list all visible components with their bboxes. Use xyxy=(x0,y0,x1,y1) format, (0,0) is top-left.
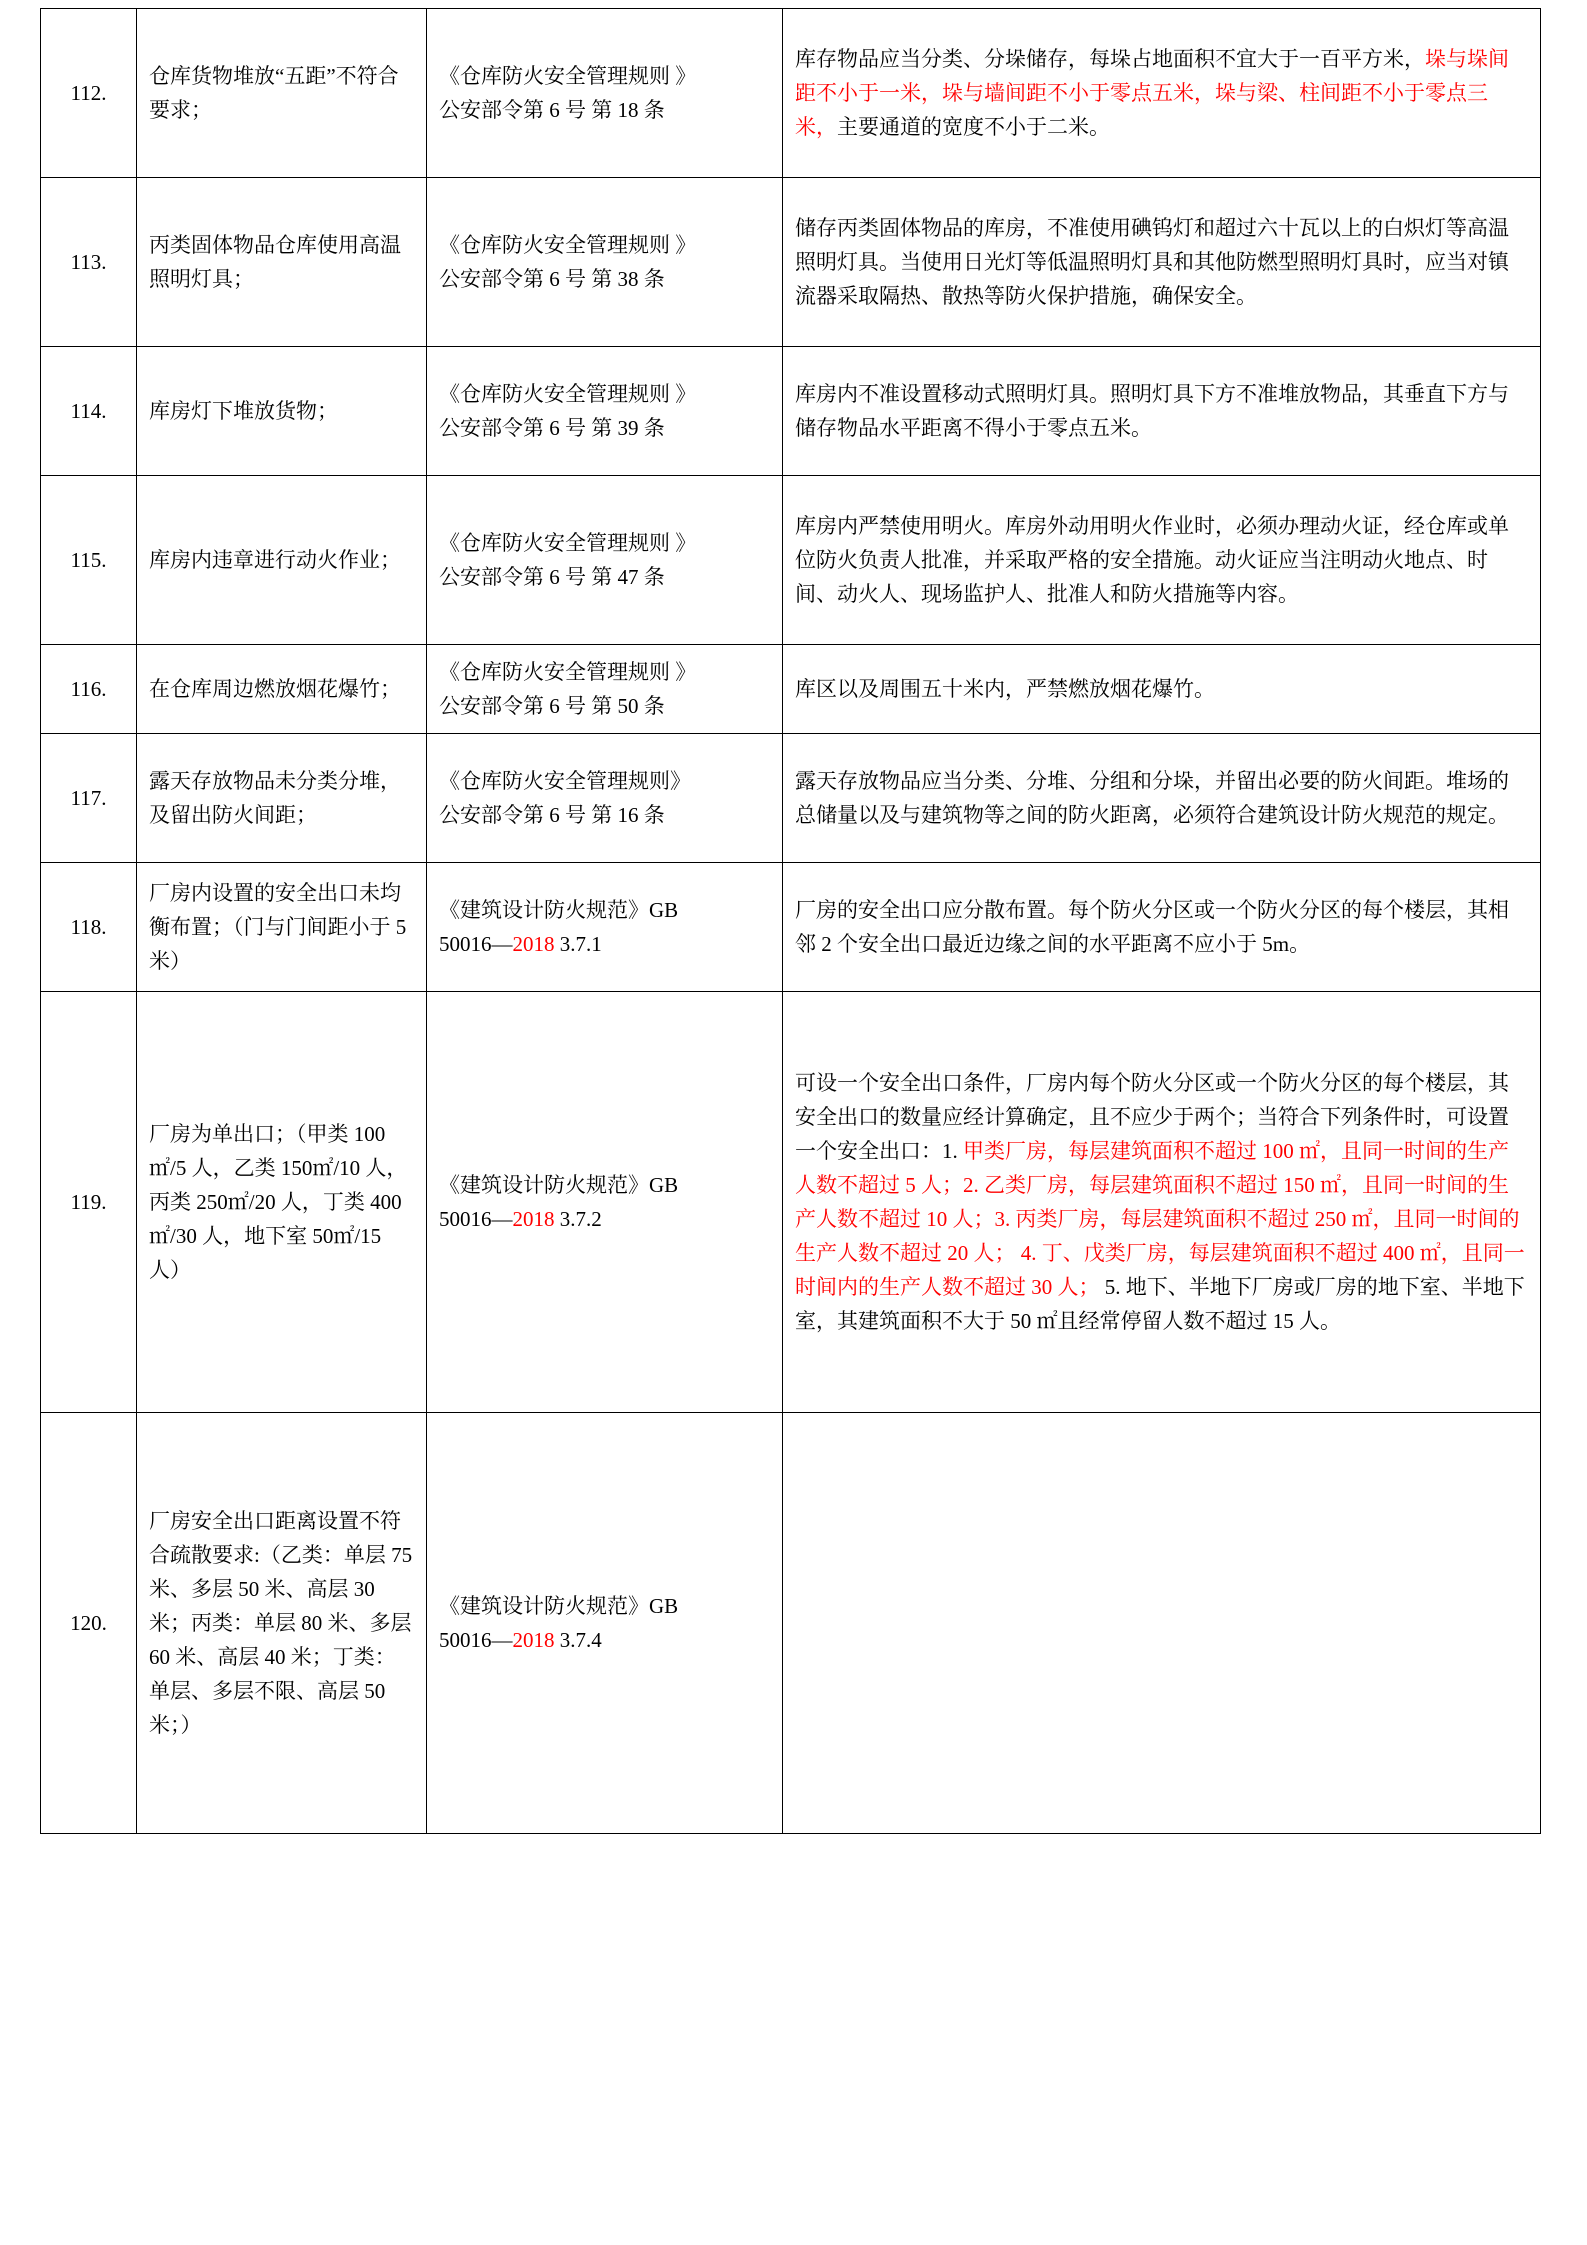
table-row xyxy=(41,645,1541,734)
regulation-reference xyxy=(427,476,783,645)
regulation-table xyxy=(40,8,1541,1834)
regulation-reference xyxy=(427,9,783,178)
regulation-reference xyxy=(427,863,783,992)
table-row xyxy=(41,1413,1541,1834)
table-row xyxy=(41,347,1541,476)
regulation-text: 储存丙类固体物品的库房，不准使用碘钨灯和超过六十瓦以上的白炽灯等高温照明灯具。当使用日光灯等低温照明灯具和其他防燃型照明灯具时，应当对镇流器采取隔热、散热等防火保护措施，确保安全。 xyxy=(783,178,1541,347)
row-number: 112. xyxy=(41,9,137,178)
row-number: 116. xyxy=(41,645,137,734)
regulation-reference xyxy=(427,347,783,476)
regulation-text: 库区以及周围五十米内，严禁燃放烟花爆竹。 xyxy=(783,645,1541,734)
regulation-reference xyxy=(427,178,783,347)
regulation-reference xyxy=(427,645,783,734)
reference-line-1: 《仓库防火安全管理规则 》 xyxy=(439,530,697,555)
reference-line-2: 公安部令第 6 号 第 16 条 xyxy=(439,803,665,828)
reference-line-2: 50016—2018 3.7.2 xyxy=(439,1207,602,1232)
regulation-text: 库存物品应当分类、分垛储存，每垛占地面积不宜大于一百平方米，垛与垛间距不小于一米，垛与墙间距不小于零点五米，垛与梁、柱间距不小于零点三米，主要通道的宽度不小于二米。 xyxy=(783,9,1541,178)
reference-line-1: 《建筑设计防火规范》GB xyxy=(439,898,679,923)
reference-line-2: 50016—2018 3.7.4 xyxy=(439,1628,602,1653)
row-number: 120. xyxy=(41,1413,137,1834)
reference-line-1: 《仓库防火安全管理规则 》 xyxy=(439,660,697,684)
reference-line-1: 《仓库防火安全管理规则 》 xyxy=(439,232,697,257)
reference-line-2: 50016—2018 3.7.1 xyxy=(439,932,602,957)
table-row xyxy=(41,476,1541,645)
table-row xyxy=(41,178,1541,347)
table-body xyxy=(41,9,1541,1834)
regulation-text xyxy=(783,1413,1541,1834)
regulation-text: 厂房的安全出口应分散布置。每个防火分区或一个防火分区的每个楼层，其相邻 2 个安全出口最近边缘之间的水平距离不应小于 5m。 xyxy=(783,863,1541,992)
table-row xyxy=(41,992,1541,1413)
reference-line-2: 公安部令第 6 号 第 39 条 xyxy=(439,416,665,440)
reference-line-1: 《仓库防火安全管理规则 》 xyxy=(439,63,697,88)
regulation-reference xyxy=(427,734,783,863)
regulation-reference xyxy=(427,1413,783,1834)
violation-item: 库房灯下堆放货物； xyxy=(137,347,427,476)
reference-line-2: 公安部令第 6 号 第 18 条 xyxy=(439,98,665,122)
row-number: 114. xyxy=(41,347,137,476)
violation-item: 厂房内设置的安全出口未均衡布置；（门与门间距小于 5 米） xyxy=(137,863,427,992)
regulation-text: 库房内严禁使用明火。库房外动用明火作业时，必须办理动火证，经仓库或单位防火负责人批准，并采取严格的安全措施。动火证应当注明动火地点、时间、动火人、现场监护人、批准人和防火措施等内容。 xyxy=(783,476,1541,645)
reference-line-1: 《仓库防火安全管理规则 》 xyxy=(439,381,697,406)
violation-item: 在仓库周边燃放烟花爆竹； xyxy=(137,645,427,734)
regulation-text: 露天存放物品应当分类、分堆、分组和分垛，并留出必要的防火间距。堆场的总储量以及与建筑物等之间的防火距离，必须符合建筑设计防火规范的规定。 xyxy=(783,734,1541,863)
table-row xyxy=(41,9,1541,178)
reference-line-2: 公安部令第 6 号 第 47 条 xyxy=(439,565,665,589)
regulation-text: 可设一个安全出口条件，厂房内每个防火分区或一个防火分区的每个楼层，其安全出口的数量应经计算确定，且不应少于两个；当符合下列条件时，可设置一个安全出口：1. 甲类厂房，每层建筑面积不超过 100 ㎡，且同一时间的生产人数不超过 5 人；2. 乙类厂房，每层建筑面积不超过 150 ㎡，且同一时间的生产人数不超过 10 人；3. 丙类厂房，每层建筑面积不超过 250 ㎡，且同一时间的生产人数不超过 20 人； 4. 丁、戊类厂房，每层建筑面积不超过 400 ㎡，且同一时间内的生产人数不超过 30 人； 5. 地下、半地下厂房或厂房的地下室、半地下室，其建筑面积不大于 50 ㎡且经常停留人数不超过 15 人。 xyxy=(783,992,1541,1413)
table-row xyxy=(41,734,1541,863)
violation-item: 露天存放物品未分类分堆，及留出防火间距； xyxy=(137,734,427,863)
row-number: 115. xyxy=(41,476,137,645)
table-row xyxy=(41,863,1541,992)
reference-line-2: 公安部令第 6 号 第 50 条 xyxy=(439,694,665,719)
violation-item: 仓库货物堆放“五距”不符合要求； xyxy=(137,9,427,178)
violation-item: 厂房安全出口距离设置不符合疏散要求:（乙类：单层 75 米、多层 50 米、高层 30 米；丙类：单层 80 米、多层 60 米、高层 40 米；丁类：单层、多层不限、高层 50 米；） xyxy=(137,1413,427,1834)
violation-item: 库房内违章进行动火作业； xyxy=(137,476,427,645)
reference-line-1: 《建筑设计防火规范》GB xyxy=(439,1594,679,1619)
row-number: 117. xyxy=(41,734,137,863)
violation-item: 丙类固体物品仓库使用高温照明灯具； xyxy=(137,178,427,347)
reference-line-2: 公安部令第 6 号 第 38 条 xyxy=(439,267,665,291)
reference-line-1: 《仓库防火安全管理规则》 xyxy=(439,769,691,794)
reference-line-1: 《建筑设计防火规范》GB xyxy=(439,1173,679,1198)
regulation-text: 库房内不准设置移动式照明灯具。照明灯具下方不准堆放物品，其垂直下方与储存物品水平距离不得小于零点五米。 xyxy=(783,347,1541,476)
row-number: 118. xyxy=(41,863,137,992)
violation-item: 厂房为单出口；（甲类 100㎡/5 人，乙类 150㎡/10 人，丙类 250㎡/20 人，丁类 400㎡/30 人，地下室 50㎡/15 人） xyxy=(137,992,427,1413)
regulation-reference xyxy=(427,992,783,1413)
row-number: 113. xyxy=(41,178,137,347)
row-number: 119. xyxy=(41,992,137,1413)
